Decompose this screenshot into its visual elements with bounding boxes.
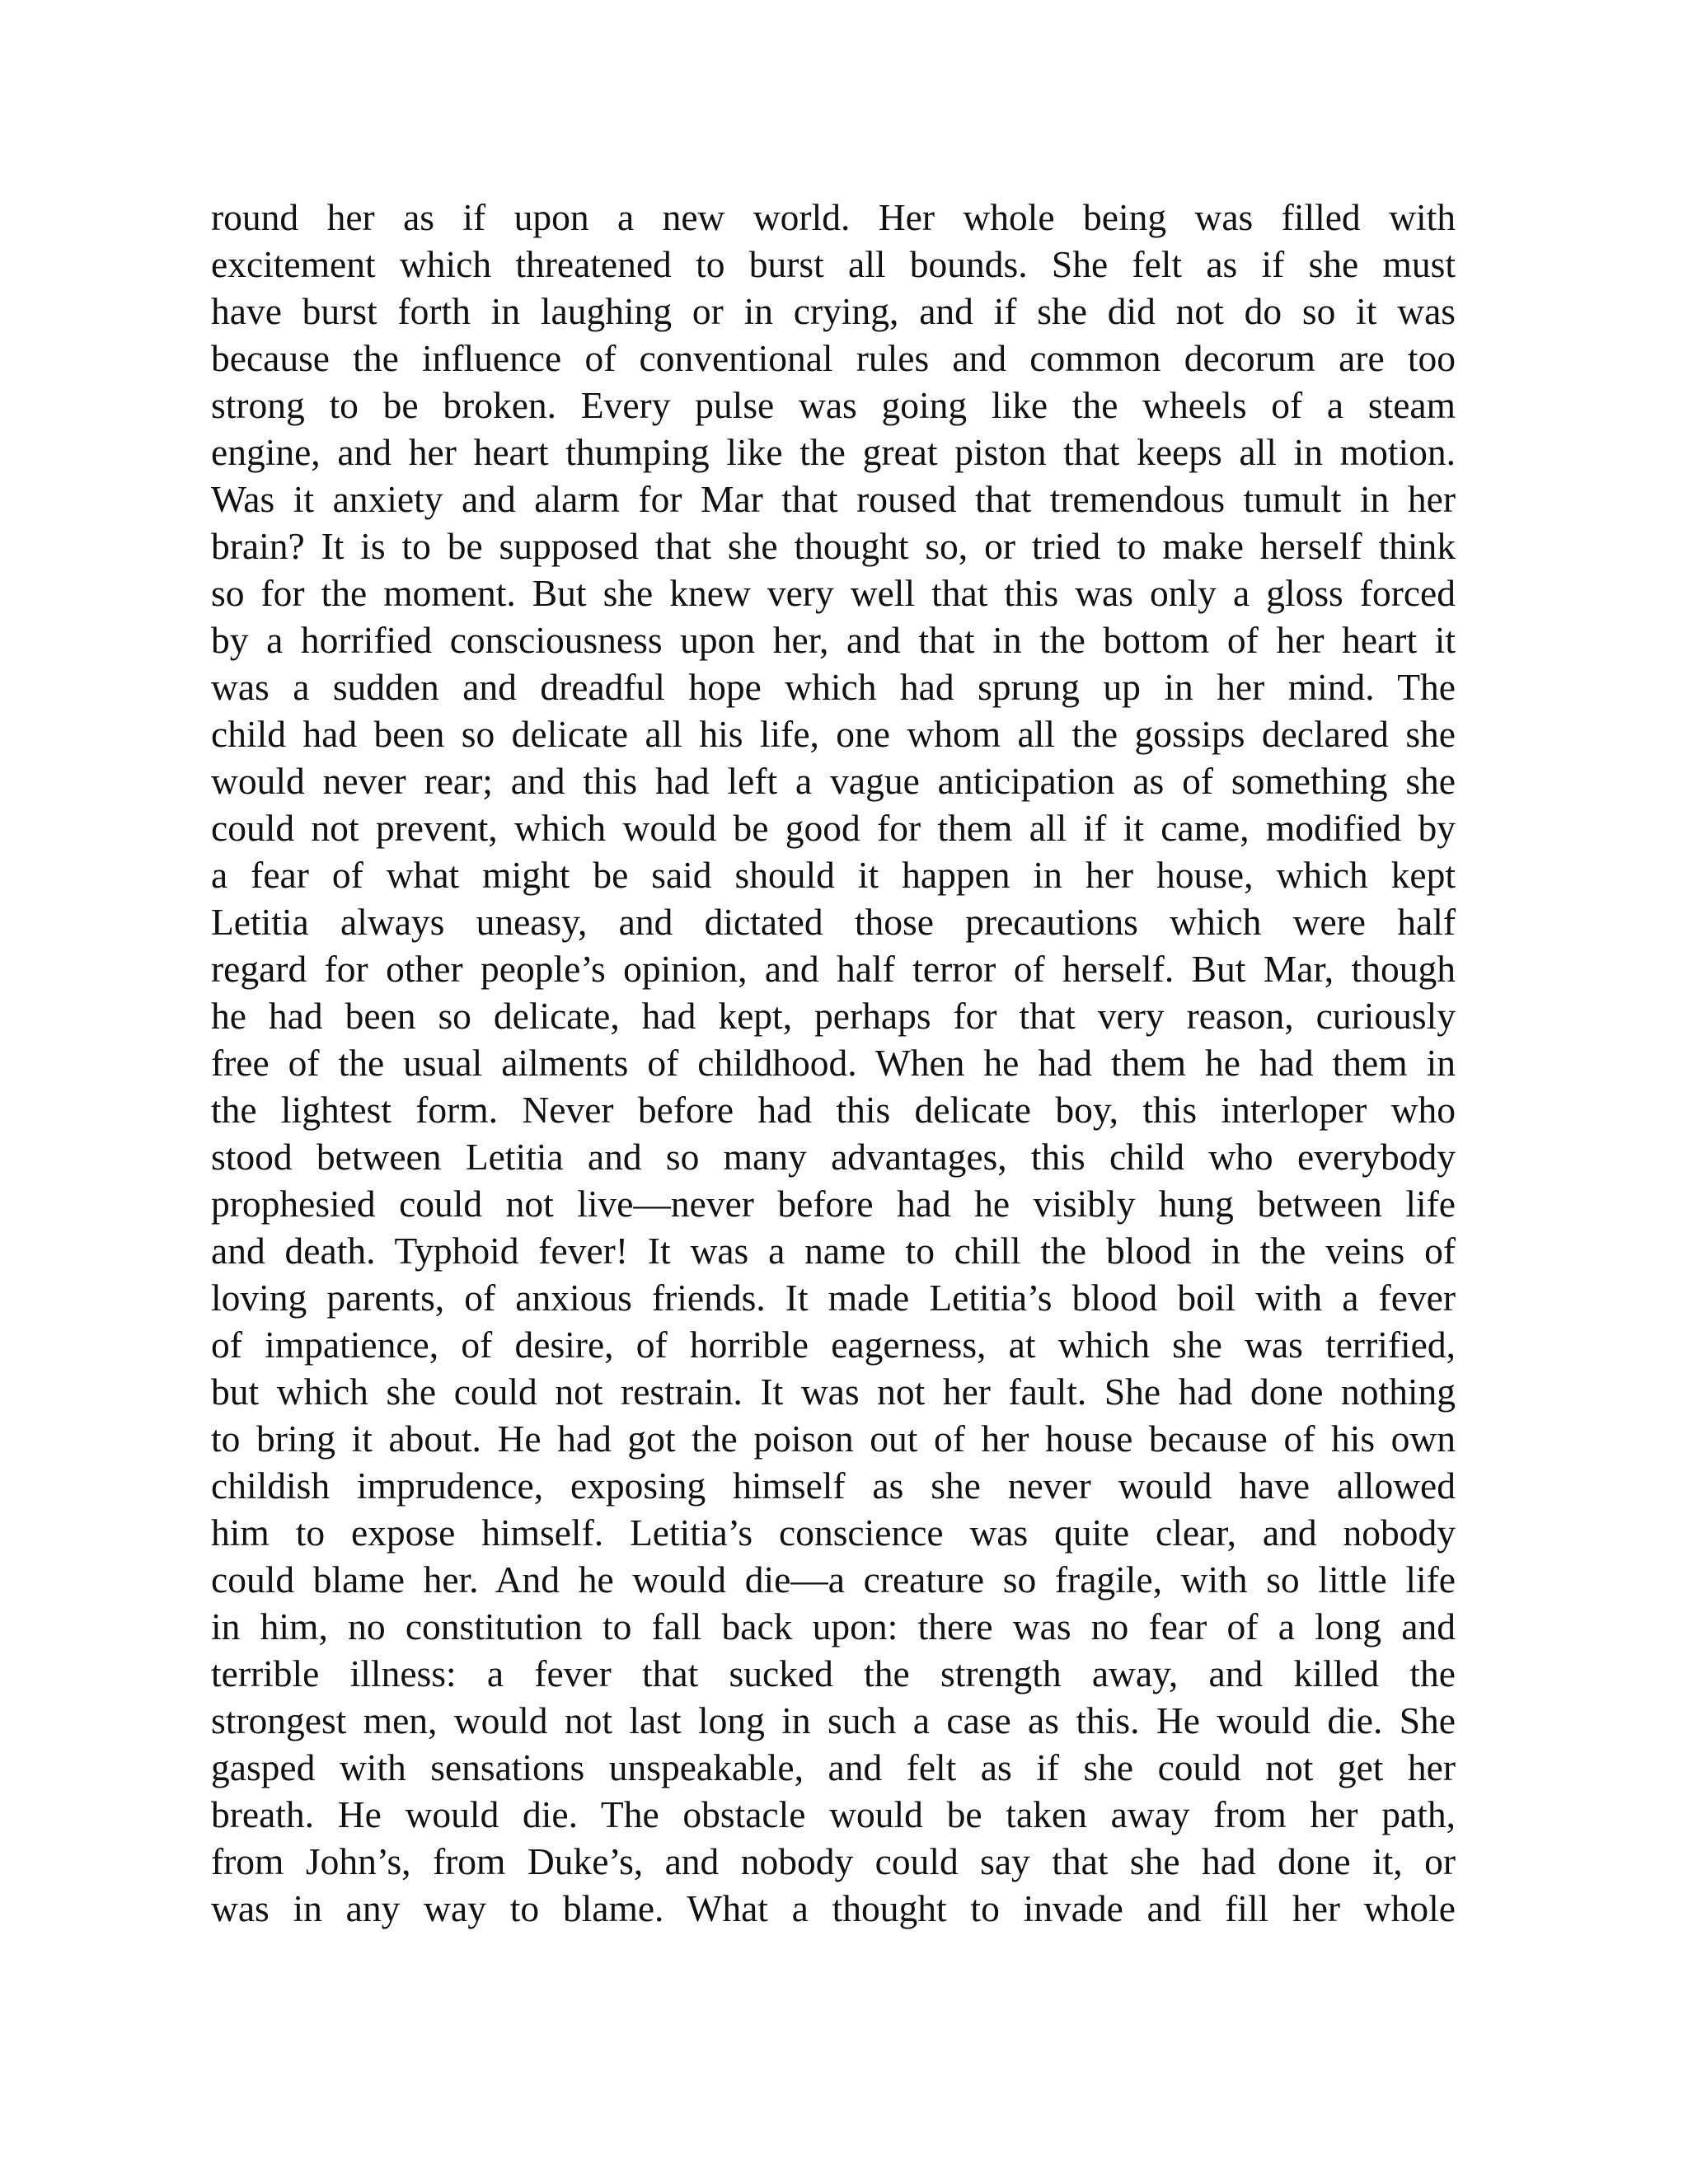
text-line: stood between Letitia and so many advantages, this child who everybody bbox=[211, 1136, 1456, 1178]
text-line: from John’s, from Duke’s, and nobody could say that she had done it, or bbox=[211, 1840, 1456, 1882]
text-line: engine, and her heart thumping like the great piston that keeps all in motion. bbox=[211, 431, 1456, 473]
text-line: have burst forth in laughing or in crying, and if she did not do so it was bbox=[211, 290, 1456, 332]
text-line: of impatience, of desire, of horrible eagerness, at which she was terrified, bbox=[211, 1324, 1456, 1366]
text-line: was a sudden and dreadful hope which had sprung up in her mind. The bbox=[211, 666, 1456, 708]
text-line: so for the moment. But she knew very well that this was only a gloss forced bbox=[211, 572, 1456, 614]
text-line: a fear of what might be said should it happen in her house, which kept bbox=[211, 854, 1456, 896]
text-line: would never rear; and this had left a vague anticipation as of something she bbox=[211, 760, 1456, 802]
body-text bbox=[211, 194, 1456, 1932]
text-line: terrible illness: a fever that sucked the strength away, and killed the bbox=[211, 1652, 1456, 1694]
text-line: he had been so delicate, had kept, perhaps for that very reason, curiously bbox=[211, 995, 1456, 1037]
text-line: was in any way to blame. What a thought to invade and fill her whole bbox=[211, 1887, 1456, 1929]
text-line: brain? It is to be supposed that she thought so, or tried to make herself think bbox=[211, 525, 1456, 567]
text-line: regard for other people’s opinion, and half terror of herself. But Mar, though bbox=[211, 948, 1456, 990]
text-line: excitement which threatened to burst all bounds. She felt as if she must bbox=[211, 243, 1456, 285]
text-line: him to expose himself. Letitia’s conscience was quite clear, and nobody bbox=[211, 1511, 1456, 1554]
text-line: loving parents, of anxious friends. It made Letitia’s blood boil with a fever bbox=[211, 1277, 1456, 1319]
text-line: to bring it about. He had got the poison out of her house because of his own bbox=[211, 1418, 1456, 1460]
text-line: breath. He would die. The obstacle would be taken away from her path, bbox=[211, 1793, 1456, 1835]
text-line: strongest men, would not last long in such a case as this. He would die. She bbox=[211, 1699, 1456, 1741]
text-line: free of the usual ailments of childhood. When he had them he had them in bbox=[211, 1042, 1456, 1084]
text-line: by a horrified consciousness upon her, and that in the bottom of her heart it bbox=[211, 619, 1456, 661]
text-line: Was it anxiety and alarm for Mar that roused that tremendous tumult in her bbox=[211, 478, 1456, 520]
text-line: child had been so delicate all his life, one whom all the gossips declared she bbox=[211, 713, 1456, 755]
text-line: could blame her. And he would die—a creature so fragile, with so little life bbox=[211, 1558, 1456, 1601]
text-line: could not prevent, which would be good for them all if it came, modified by bbox=[211, 807, 1456, 849]
text-line: strong to be broken. Every pulse was going like the wheels of a steam bbox=[211, 384, 1456, 426]
text-line: gasped with sensations unspeakable, and felt as if she could not get her bbox=[211, 1746, 1456, 1788]
text-line: prophesied could not live—never before had he visibly hung between life bbox=[211, 1183, 1456, 1225]
text-line: Letitia always uneasy, and dictated those precautions which were half bbox=[211, 901, 1456, 943]
text-line: but which she could not restrain. It was not her fault. She had done nothing bbox=[211, 1371, 1456, 1413]
text-line: and death. Typhoid fever! It was a name to chill the blood in the veins of bbox=[211, 1230, 1456, 1272]
text-line: childish imprudence, exposing himself as she never would have allowed bbox=[211, 1465, 1456, 1507]
text-line: the lightest form. Never before had this delicate boy, this interloper who bbox=[211, 1089, 1456, 1131]
text-line: because the influence of conventional rules and common decorum are too bbox=[211, 337, 1456, 379]
text-line: round her as if upon a new world. Her whole being was filled with bbox=[211, 196, 1456, 238]
text-line: in him, no constitution to fall back upon: there was no fear of a long and bbox=[211, 1605, 1456, 1647]
